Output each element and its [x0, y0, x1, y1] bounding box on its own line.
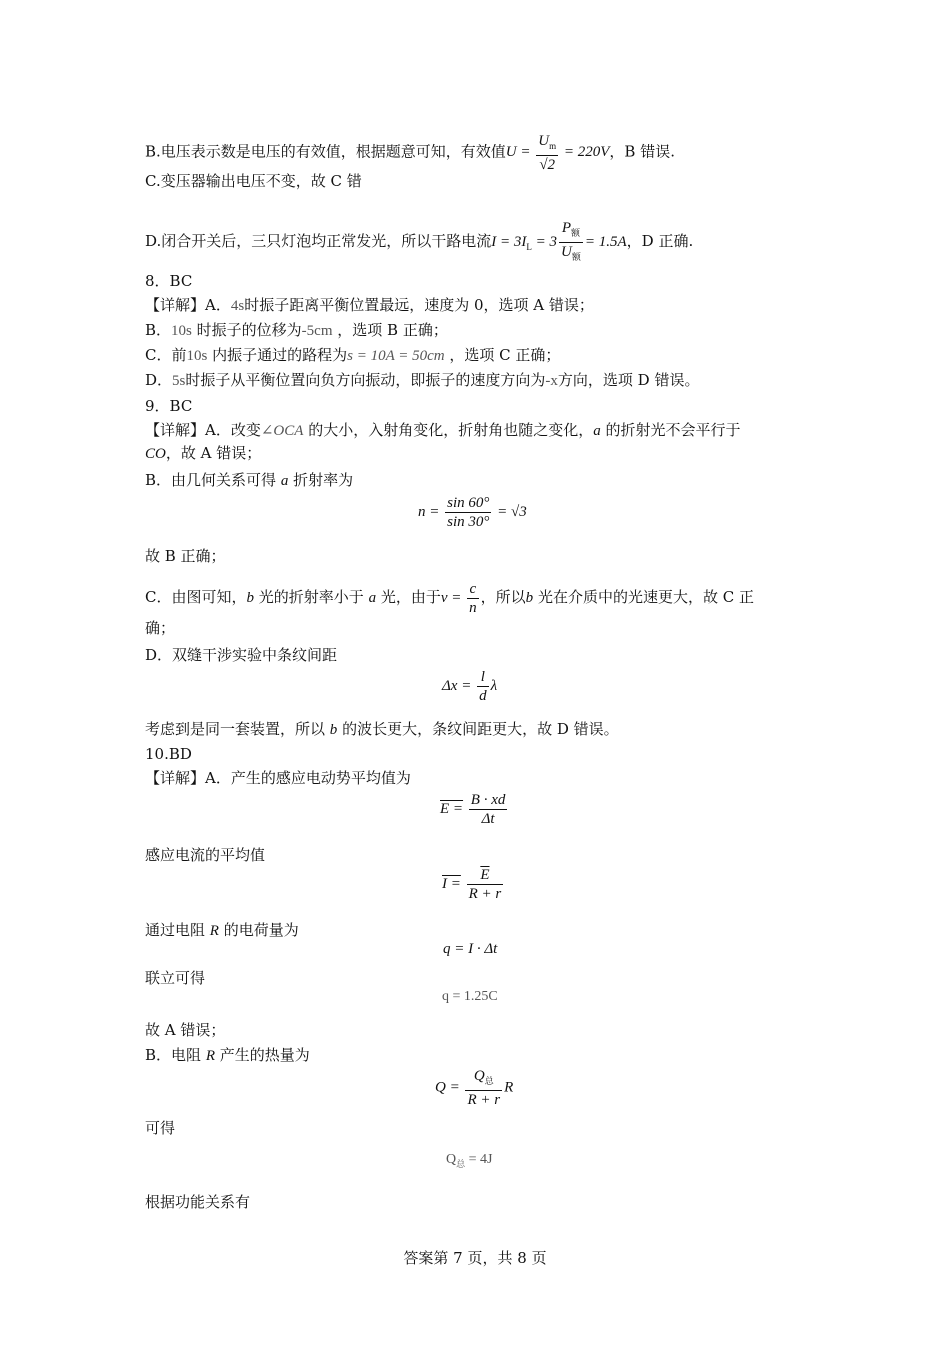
formula-light-speed: v = $\frac{c}{n}$: [440, 581, 477, 616]
q10-a-text4: 联立可得: [145, 969, 206, 987]
q10-a-text2: 感应电流的平均值: [145, 846, 266, 864]
q8-option-d: D．5s时振子从平衡位置向负方向振动，即振子的速度方向为-x方向，选项 D 错误。: [145, 371, 700, 389]
q8-option-b: B．10s 时振子的位移为-5cm ，选项 B 正确；: [145, 321, 448, 339]
q8-option-c: C．前10s 内振子通过的路程为s = 10A = 50cm ，选项 C 正确；: [145, 346, 561, 364]
text: ，B 错误.: [609, 142, 675, 161]
q10-a-text3: 通过电阻 R 的电荷量为: [145, 921, 299, 939]
formula-refractive-index: n = $\frac{\sin 60^\circ}{\sin 30^\circ}$ = √3: [418, 495, 527, 530]
formula-charge: q = I · Δt: [443, 941, 498, 957]
formula-main-current: $I = 3I_L = 3$ $\frac{P_额}{U_额}$ = 1.5A: [491, 220, 627, 262]
q9-answer: 9．BC: [145, 397, 193, 415]
formula-effective-voltage: U = $\frac{U_m}{√2}$ = 220V: [505, 133, 610, 173]
q7-option-d: [145, 219, 693, 266]
text: B.电压表示数是电压的有效值，根据题意可知，有效值: [145, 142, 506, 161]
q8-answer: 8．BC: [145, 272, 193, 290]
formula-heat: Q = $\frac{Q_总}{R + r}$ R: [435, 1068, 514, 1108]
q10-b-text3: 根据功能关系有: [145, 1193, 251, 1211]
page-footer: 答案第 7 页，共 8 页: [403, 1249, 547, 1267]
q9-option-b: B．由几何关系可得 a 折射率为: [145, 471, 354, 489]
formula-charge-result: q = 1.25C: [442, 989, 498, 1004]
q10-answer: 10.BD: [145, 745, 192, 763]
q9-option-a: 【详解】A．改变∠OCA 的大小，入射角变化，折射角也随之变化，a 的折射光不会平行于 CO，故 A 错误；: [145, 421, 741, 462]
q10-a-conclusion: 故 A 错误；: [145, 1021, 226, 1039]
q10-option-a: 【详解】A．产生的感应电动势平均值为: [145, 769, 411, 787]
q10-option-b: B．电阻 R 产生的热量为: [145, 1046, 310, 1064]
q10-b-text2: 可得: [145, 1119, 176, 1137]
text: ，D 正确.: [626, 231, 694, 250]
q9-c-line2: 确；: [145, 619, 176, 637]
formula-average-emf: E = $\frac{B \cdot xd}{\Delta t}$: [440, 792, 506, 827]
q9-option-c: C．由图可知，b 光的折射率小于 a 光，由于v = $\frac{c}{n}$ ，所以b 光在介质中的光速更大，故 C 正: [145, 581, 754, 616]
text: D.闭合开关后，三只灯泡均正常发光，所以干路电流: [145, 231, 492, 250]
formula-total-heat: $Q_总 = 4J$: [446, 1152, 493, 1169]
q8-option-a: 【详解】A．4s时振子距离平衡位置最远，速度为 0，选项 A 错误；: [145, 296, 594, 314]
q9-option-d: D．双缝干涉实验中条纹间距: [145, 646, 338, 664]
q7-option-b: [145, 132, 675, 174]
q9-d-conclusion: 考虑到是同一套装置，所以 b 的波长更大，条纹间距更大，故 D 错误。: [145, 720, 619, 738]
q9-b-conclusion: 故 B 正确；: [145, 547, 226, 565]
formula-fringe-spacing: Δx = $\frac{l}{d}$ λ: [442, 669, 498, 704]
formula-average-current: I = $\frac{\overline{E}}{R + r}$: [442, 867, 502, 902]
q7-option-c: C.变压器输出电压不变，故 C 错: [145, 172, 362, 190]
